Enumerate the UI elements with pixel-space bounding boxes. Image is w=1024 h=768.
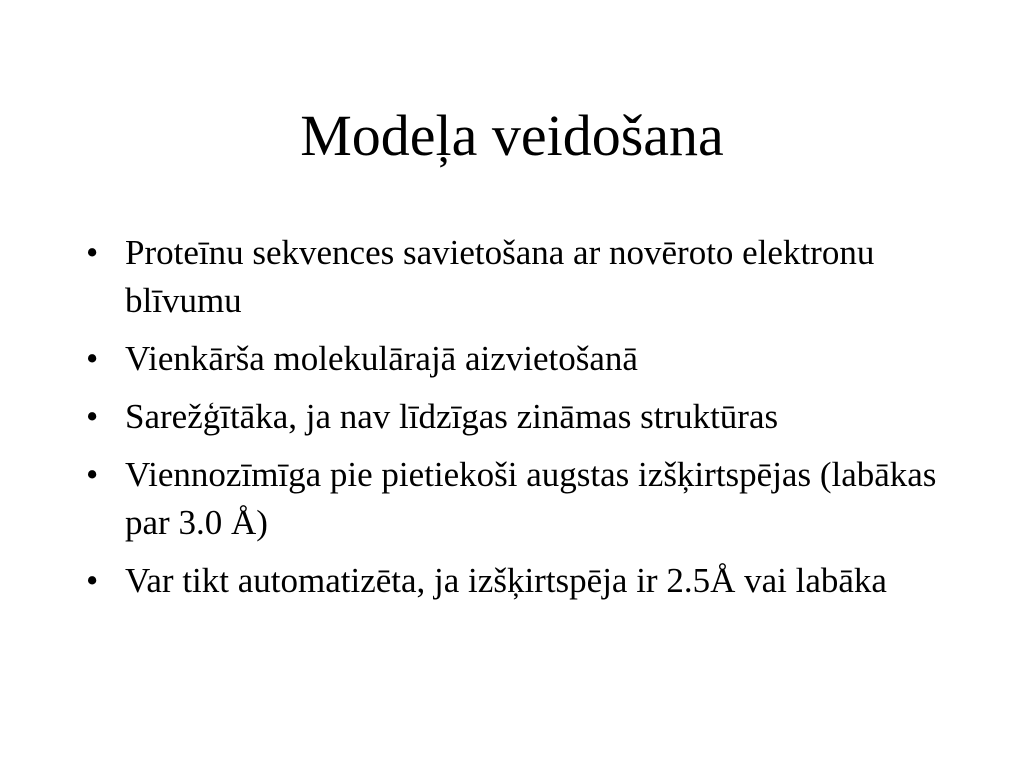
bullet-marker: • xyxy=(86,339,99,378)
bullet-list xyxy=(86,229,946,615)
bullet-marker: • xyxy=(86,455,99,494)
bullet-marker: • xyxy=(86,233,99,272)
bullet-item xyxy=(86,229,946,325)
bullet-item xyxy=(86,393,946,441)
bullet-text: Var tikt automatizēta, ja izšķirtspēja ir 2.5Å vai labāka xyxy=(125,561,887,600)
bullet-text: Viennozīmīga pie pietiekoši augstas izšķirtspējas (labākas par 3.0 Å) xyxy=(125,455,937,542)
slide-title: Modeļa veidošana xyxy=(300,103,724,168)
bullet-text: Sarežģītāka, ja nav līdzīgas zināmas struktūras xyxy=(125,397,779,436)
bullet-text: Vienkārša molekulārajā aizvietošanā xyxy=(125,339,638,378)
bullet-item xyxy=(86,557,946,605)
bullet-item xyxy=(86,451,946,547)
bullet-text: Proteīnu sekvences savietošana ar novēroto elektronu blīvumu xyxy=(125,233,875,320)
bullet-marker: • xyxy=(86,561,99,600)
bullet-item xyxy=(86,335,946,383)
bullet-marker: • xyxy=(86,397,99,436)
